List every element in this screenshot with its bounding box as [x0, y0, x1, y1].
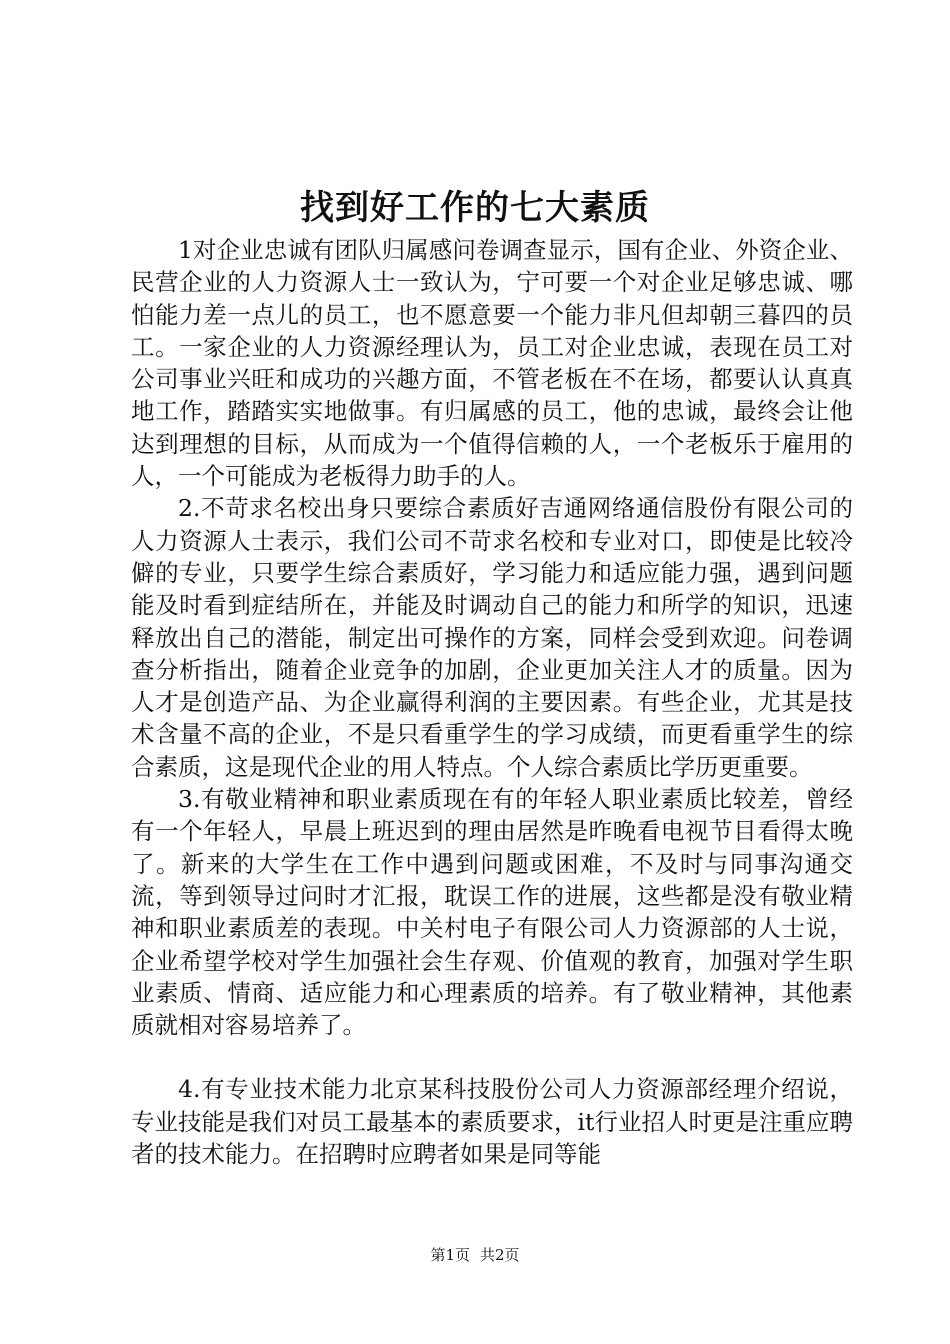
document-title: 找到好工作的七大素质: [300, 188, 650, 228]
paragraph-4: 4.有专业技术能力北京某科技股份公司人力资源部经理介绍说，专业技能是我们对员工最基本的素质要求，it行业招人时更是注重应聘者的技术能力。在招聘时应聘者如果是同等能: [131, 1075, 853, 1169]
document-body: [131, 234, 853, 1170]
paragraph-1: 1对企业忠诚有团队归属感问卷调查显示，国有企业、外资企业、民营企业的人力资源人士一致认为，宁可要一个对企业足够忠诚、哪怕能力差一点儿的员工，也不愿意要一个能力非凡但却朝三暮四的员工。一家企业的人力资源经理认为，员工对企业忠诚，表现在员工对公司事业兴旺和成功的兴趣方面，不管老板在不在场，都要认认真真地工作，踏踏实实地做事。有归属感的员工，他的忠诚，最终会让他达到理想的目标，从而成为一个值得信赖的人，一个老板乐于雇用的人，一个可能成为老板得力助手的人。: [131, 236, 853, 491]
page-number: 第1页: [430, 1246, 470, 1264]
paragraph-3: 3.有敬业精神和职业素质现在有的年轻人职业素质比较差，曾经有一个年轻人，早晨上班迟到的理由居然是昨晚看电视节目看得太晚了。新来的大学生在工作中遇到问题或困难，不及时与同事沟通交流，等到领导过问时才汇报，耽误工作的进展，这些都是没有敬业精神和职业素质差的表现。中关村电子有限公司人力资源部的人士说，企业希望学校对学生加强社会生存观、价值观的教育，加强对学生职业素质、情商、适应能力和心理素质的培养。有了敬业精神，其他素质就相对容易培养了。: [131, 785, 853, 1040]
page-total: 共2页: [480, 1246, 520, 1264]
paragraph-2: 2.不苛求名校出身只要综合素质好吉通网络通信股份有限公司的人力资源人士表示，我们公司不苛求名校和专业对口，即使是比较冷僻的专业，只要学生综合素质好，学习能力和适应能力强，遇到问题能及时看到症结所在，并能及时调动自己的能力和所学的知识，迅速释放出自己的潜能，制定出可操作的方案，同样会受到欢迎。问卷调查分析指出，随着企业竞争的加剧，企业更加关注人才的质量。因为人才是创造产品、为企业赢得利润的主要因素。有些企业，尤其是技术含量不高的企业，不是只看重学生的学习成绩，而更看重学生的综合素质，这是现代企业的用人特点。个人综合素质比学历更重要。: [131, 494, 853, 781]
page-footer: [0, 1244, 950, 1266]
